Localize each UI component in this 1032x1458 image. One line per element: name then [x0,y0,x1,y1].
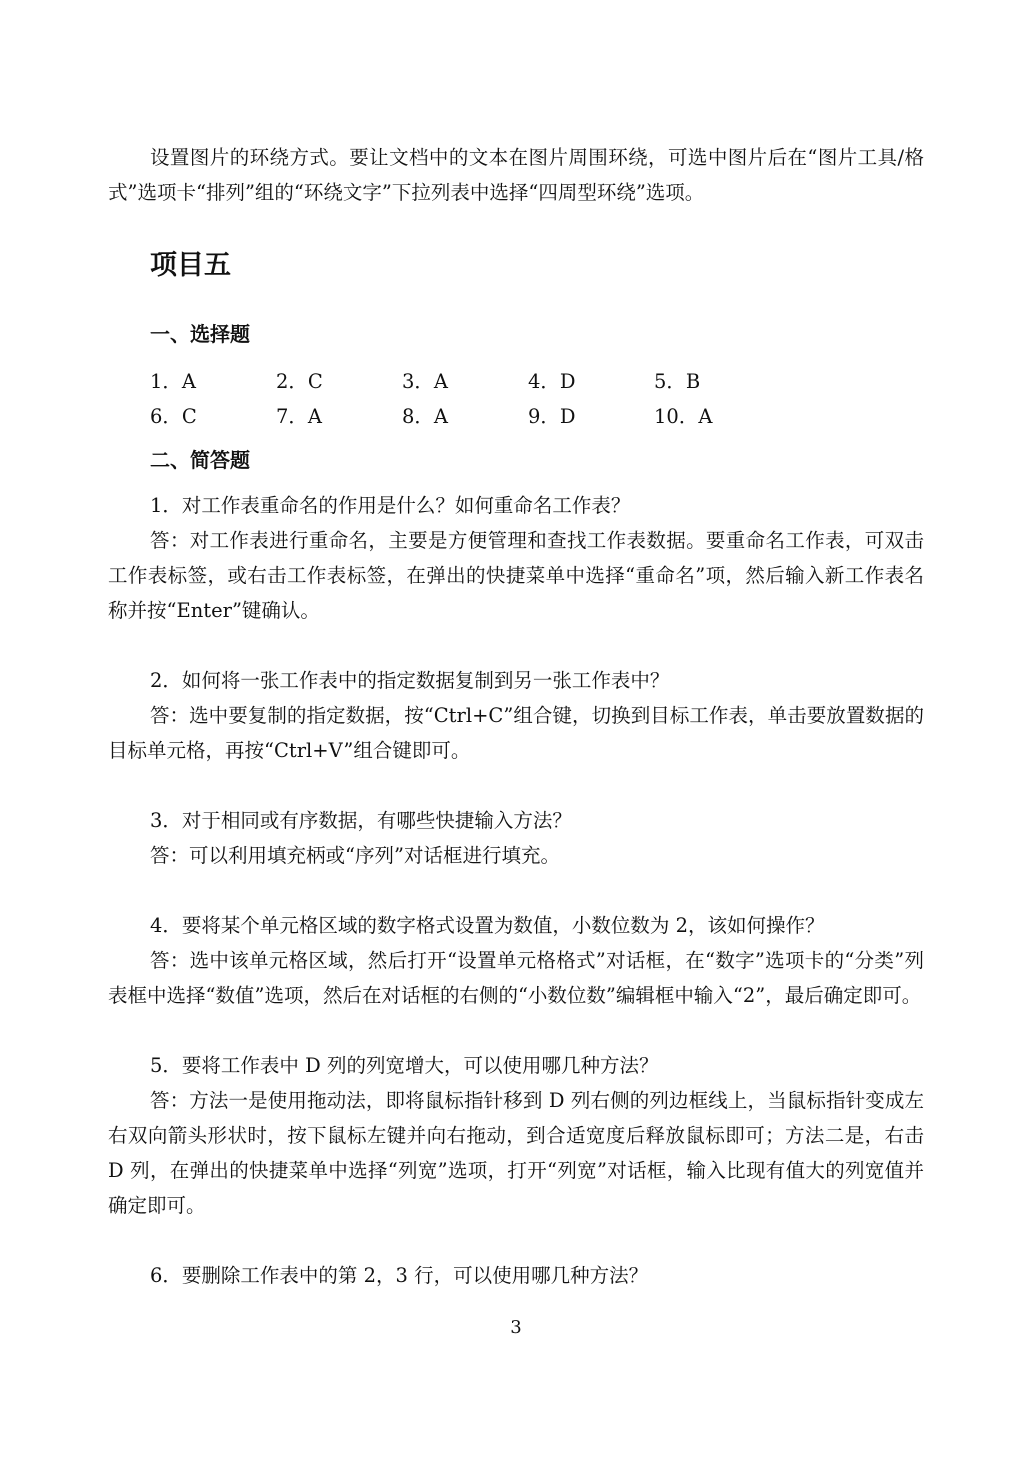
answer-row [150,399,924,434]
qa-block-1 [108,488,924,628]
page-number: 3 [510,1317,522,1338]
answer-item: 8．A [402,405,448,428]
qa-block-6 [108,1258,924,1293]
answer-text: 答：方法一是使用拖动法，即将鼠标指针移到 D 列右侧的列边框线上，当鼠标指针变成左右双向箭头形状时，按下鼠标左键并向右拖动，到合适宽度后释放鼠标即可；方法二是，右击 D 列，在弹出的快捷菜单中选择“列宽”选项，打开“列宽”对话框，输入比现有值大的列宽值并确定即可。 [108,1089,924,1217]
answer-item: 2．C [276,370,323,393]
page-content [108,140,924,1293]
answer-text: 答：可以利用填充柄或“序列”对话框进行填充。 [150,844,560,867]
short-answer-section-title: 二、简答题 [150,448,250,472]
question-text: 3．对于相同或有序数据，有哪些快捷输入方法？ [150,809,572,832]
choice-answers [150,364,924,434]
answer-text: 答：对工作表进行重命名，主要是方便管理和查找工作表数据。要重命名工作表，可双击工作表标签，或右击工作表标签，在弹出的快捷菜单中选择“重命名”项，然后输入新工作表名称并按“Enter”键确认。 [108,529,924,622]
answer-item: 5．B [654,370,701,393]
answer-row [150,364,924,399]
question-text: 4．要将某个单元格区域的数字格式设置为数值，小数位数为 2，该如何操作？ [150,914,825,937]
qa-block-4 [108,908,924,1013]
answer-text: 答：选中该单元格区域，然后打开“设置单元格格式”对话框，在“数字”选项卡的“分类”列表框中选择“数值”选项，然后在对话框的右侧的“小数位数”编辑框中输入“2”，最后确定即可。 [108,949,924,1007]
qa-block-2 [108,663,924,768]
question-text: 1．对工作表重命名的作用是什么？如何重命名工作表？ [150,494,631,517]
answer-item: 7．A [276,405,322,428]
answer-text: 答：选中要复制的指定数据，按“Ctrl+C”组合键，切换到目标工作表，单击要放置数据的目标单元格，再按“Ctrl+V”组合键即可。 [108,704,924,762]
answer-item: 6．C [150,405,197,428]
question-text: 6．要删除工作表中的第 2，3 行，可以使用哪几种方法？ [150,1264,649,1287]
answer-item: 9．D [528,405,576,428]
question-text: 5．要将工作表中 D 列的列宽增大，可以使用哪几种方法？ [150,1054,659,1077]
answer-item: 3．A [402,370,448,393]
answer-item: 10．A [654,405,713,428]
section-title: 项目五 [150,250,231,281]
qa-block-3 [108,803,924,873]
answer-item: 4．D [528,370,576,393]
question-text: 2．如何将一张工作表中的指定数据复制到另一张工作表中？ [150,669,670,692]
qa-block-5 [108,1048,924,1223]
choice-section-title: 一、选择题 [150,322,250,346]
answer-item: 1．A [150,370,196,393]
intro-paragraph: 设置图片的环绕方式。要让文档中的文本在图片周围环绕，可选中图片后在“图片工具/格式”选项卡“排列”组的“环绕文字”下拉列表中选择“四周型环绕”选项。 [108,146,924,204]
